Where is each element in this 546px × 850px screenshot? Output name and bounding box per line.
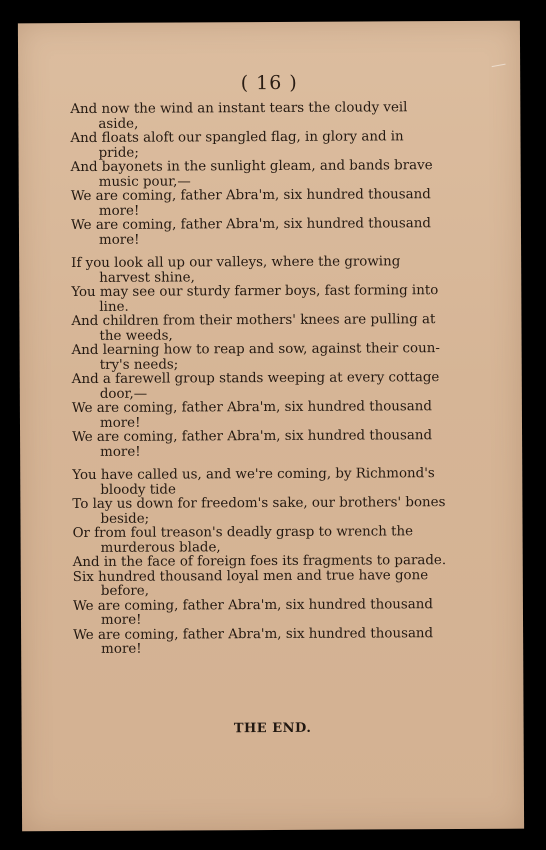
line-text: We are coming, father Abra'm, six hundred thousand — [72, 428, 433, 446]
line-text: Or from foul treason's deadly grasp to wrench the — [72, 524, 414, 542]
closing-text: THE END. — [233, 720, 312, 737]
poem-line — [73, 568, 483, 599]
line-continuation: more! — [99, 415, 141, 431]
line-continuation: more! — [101, 641, 142, 657]
line-text: We are coming, father Abra'm, six hundred thousand — [72, 596, 434, 614]
line-continuation: bloody tide — [100, 481, 176, 498]
line-continuation: aside, — [98, 116, 139, 132]
poem-line — [71, 255, 481, 286]
line-text: And children from their mothers' knees are pulling at — [71, 312, 436, 330]
line-text: Six hundred thousand loyal men and true have gone — [72, 567, 429, 585]
poem-line — [72, 467, 482, 498]
stanza — [70, 101, 481, 248]
line-continuation: before, — [100, 583, 150, 599]
page-number: ( 16 ) — [240, 71, 298, 95]
line-continuation: line. — [99, 299, 129, 315]
line-text: We are coming, father Abra'm, six hundred thousand — [70, 187, 431, 205]
line-continuation: beside; — [100, 511, 150, 527]
line-text: We are coming, father Abra'm, six hundred thousand — [71, 399, 432, 417]
poem-line — [72, 371, 482, 402]
line-text: You have called us, and we're coming, by Richmond's — [72, 466, 435, 484]
poem-line — [73, 626, 483, 657]
line-continuation: murderous blade, — [100, 539, 221, 556]
line-text: And bayonets in the sunlight gleam, and bands brave — [70, 158, 433, 176]
line-text: You may see our sturdy farmer boys, fast forming into — [71, 283, 439, 301]
line-text: If you look all up our valleys, where the growing — [71, 254, 401, 272]
poem-line — [72, 429, 482, 460]
line-continuation: more! — [98, 232, 140, 248]
line-continuation: the weeds, — [99, 328, 173, 344]
line-text: And now the wind an instant tears the cloudy veil — [70, 100, 408, 118]
line-text: And a farewell group stands weeping at every cottage — [71, 370, 440, 388]
poem-line — [71, 217, 481, 248]
poem-text — [70, 101, 483, 667]
poem-line — [72, 496, 482, 527]
poem-line — [73, 525, 483, 556]
line-continuation: door,— — [99, 386, 148, 402]
poem-line — [71, 188, 481, 219]
line-continuation: music pour,— — [98, 173, 191, 190]
line-text: We are coming, father Abra'm, six hundred thousand — [73, 625, 434, 643]
line-text: And in the face of foreign foes its fragments to parade. — [72, 553, 447, 571]
line-continuation: more! — [100, 612, 142, 628]
line-text: And learning how to reap and sow, against their coun- — [71, 341, 440, 359]
line-continuation: more! — [100, 444, 141, 460]
line-continuation: harvest shine, — [99, 269, 195, 286]
line-continuation: more! — [98, 203, 140, 219]
stanza — [71, 255, 482, 460]
line-text: And floats aloft our spangled flag, in glory and in — [70, 129, 404, 147]
printed-page — [18, 21, 524, 832]
poem-line — [71, 313, 481, 344]
poem-line — [70, 130, 480, 161]
poem-line — [72, 400, 482, 431]
line-text: To lay us down for freedom's sake, our brothers' bones — [72, 495, 446, 513]
poem-line — [70, 101, 480, 132]
poem-line — [72, 342, 482, 373]
line-continuation: try's needs; — [99, 356, 179, 373]
poem-line — [73, 597, 483, 628]
line-continuation: pride; — [98, 145, 139, 161]
poem-line — [71, 159, 481, 190]
line-text: We are coming, father Abra'm, six hundred thousand — [70, 216, 432, 234]
stanza — [72, 467, 483, 658]
poem-line — [71, 284, 481, 315]
